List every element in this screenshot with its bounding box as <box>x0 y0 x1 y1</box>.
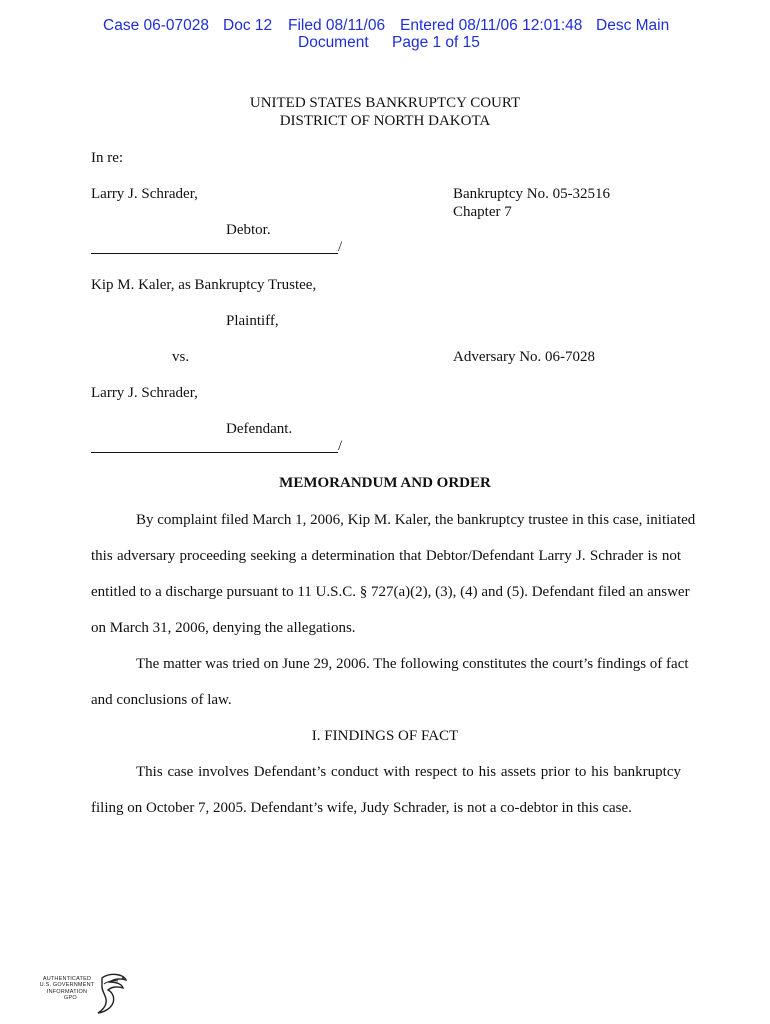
paragraph-line: This case involves Defendant’s conduct with respect to his assets prior to his bankruptcy <box>136 764 681 780</box>
chapter-label: Chapter 7 <box>453 204 512 220</box>
memorandum-title: MEMORANDUM AND ORDER <box>279 475 491 491</box>
ecf-filed-date: Filed 08/11/06 <box>288 17 386 34</box>
body-paragraph-3 <box>91 763 681 823</box>
ecf-doc-number: Doc 12 <box>223 17 273 34</box>
ecf-case-number: Case 06-07028 <box>103 17 209 34</box>
gpo-logo-text: AUTHENTICATED U.S. GOVERNMENT INFORMATION GPO <box>39 976 95 1001</box>
adversary-number: Adversary No. 06-7028 <box>453 349 596 365</box>
ecf-document-label: Document <box>298 34 369 51</box>
ecf-entered-date: Entered 08/11/06 12:01:48 <box>400 17 583 34</box>
in-re-label: In re: <box>91 150 124 166</box>
body-paragraph-1 <box>91 511 696 651</box>
gpo-authentication-logo <box>34 972 130 1016</box>
paragraph-line: entitled to a discharge pursuant to 11 U.S.C. § 727(a)(2), (3), (4) and (5). Defendant filed an answer <box>91 584 690 600</box>
defendant-name: Larry J. Schrader, <box>91 385 198 401</box>
plaintiff-name: Kip M. Kaler, as Bankruptcy Trustee, <box>91 277 317 293</box>
caption-divider-2 <box>91 452 338 453</box>
debtor-role: Debtor. <box>226 222 271 238</box>
caption-slash-2: / <box>338 438 343 454</box>
debtor-name: Larry J. Schrader, <box>91 186 198 202</box>
paragraph-line: this adversary proceeding seeking a determination that Debtor/Defendant Larry J. Schrader is not <box>91 548 681 564</box>
paragraph-line: filing on October 7, 2005. Defendant’s wife, Judy Schrader, is not a co-debtor in this case. <box>91 800 632 816</box>
paragraph-line: The matter was tried on June 29, 2006. The following constitutes the court’s findings of fact <box>136 656 689 672</box>
body-paragraph-2 <box>91 655 689 715</box>
ecf-description: Desc Main <box>596 17 670 34</box>
eagle-icon <box>96 972 130 1016</box>
paragraph-line: and conclusions of law. <box>91 692 232 708</box>
ecf-page-number: Page 1 of 15 <box>392 34 480 51</box>
bankruptcy-number: Bankruptcy No. 05-32516 <box>453 186 611 202</box>
defendant-role: Defendant. <box>226 421 293 437</box>
court-district: DISTRICT OF NORTH DAKOTA <box>279 113 491 129</box>
versus-label: vs. <box>172 349 190 365</box>
caption-slash-1: / <box>338 239 343 255</box>
plaintiff-role: Plaintiff, <box>226 313 279 329</box>
court-name: UNITED STATES BANKRUPTCY COURT <box>249 95 521 111</box>
caption-divider-1 <box>91 253 338 254</box>
paragraph-line: By complaint filed March 1, 2006, Kip M. Kaler, the bankruptcy trustee in this case, initiated <box>136 512 696 528</box>
section-heading: I. FINDINGS OF FACT <box>311 728 459 744</box>
paragraph-line: on March 31, 2006, denying the allegations. <box>91 620 356 636</box>
